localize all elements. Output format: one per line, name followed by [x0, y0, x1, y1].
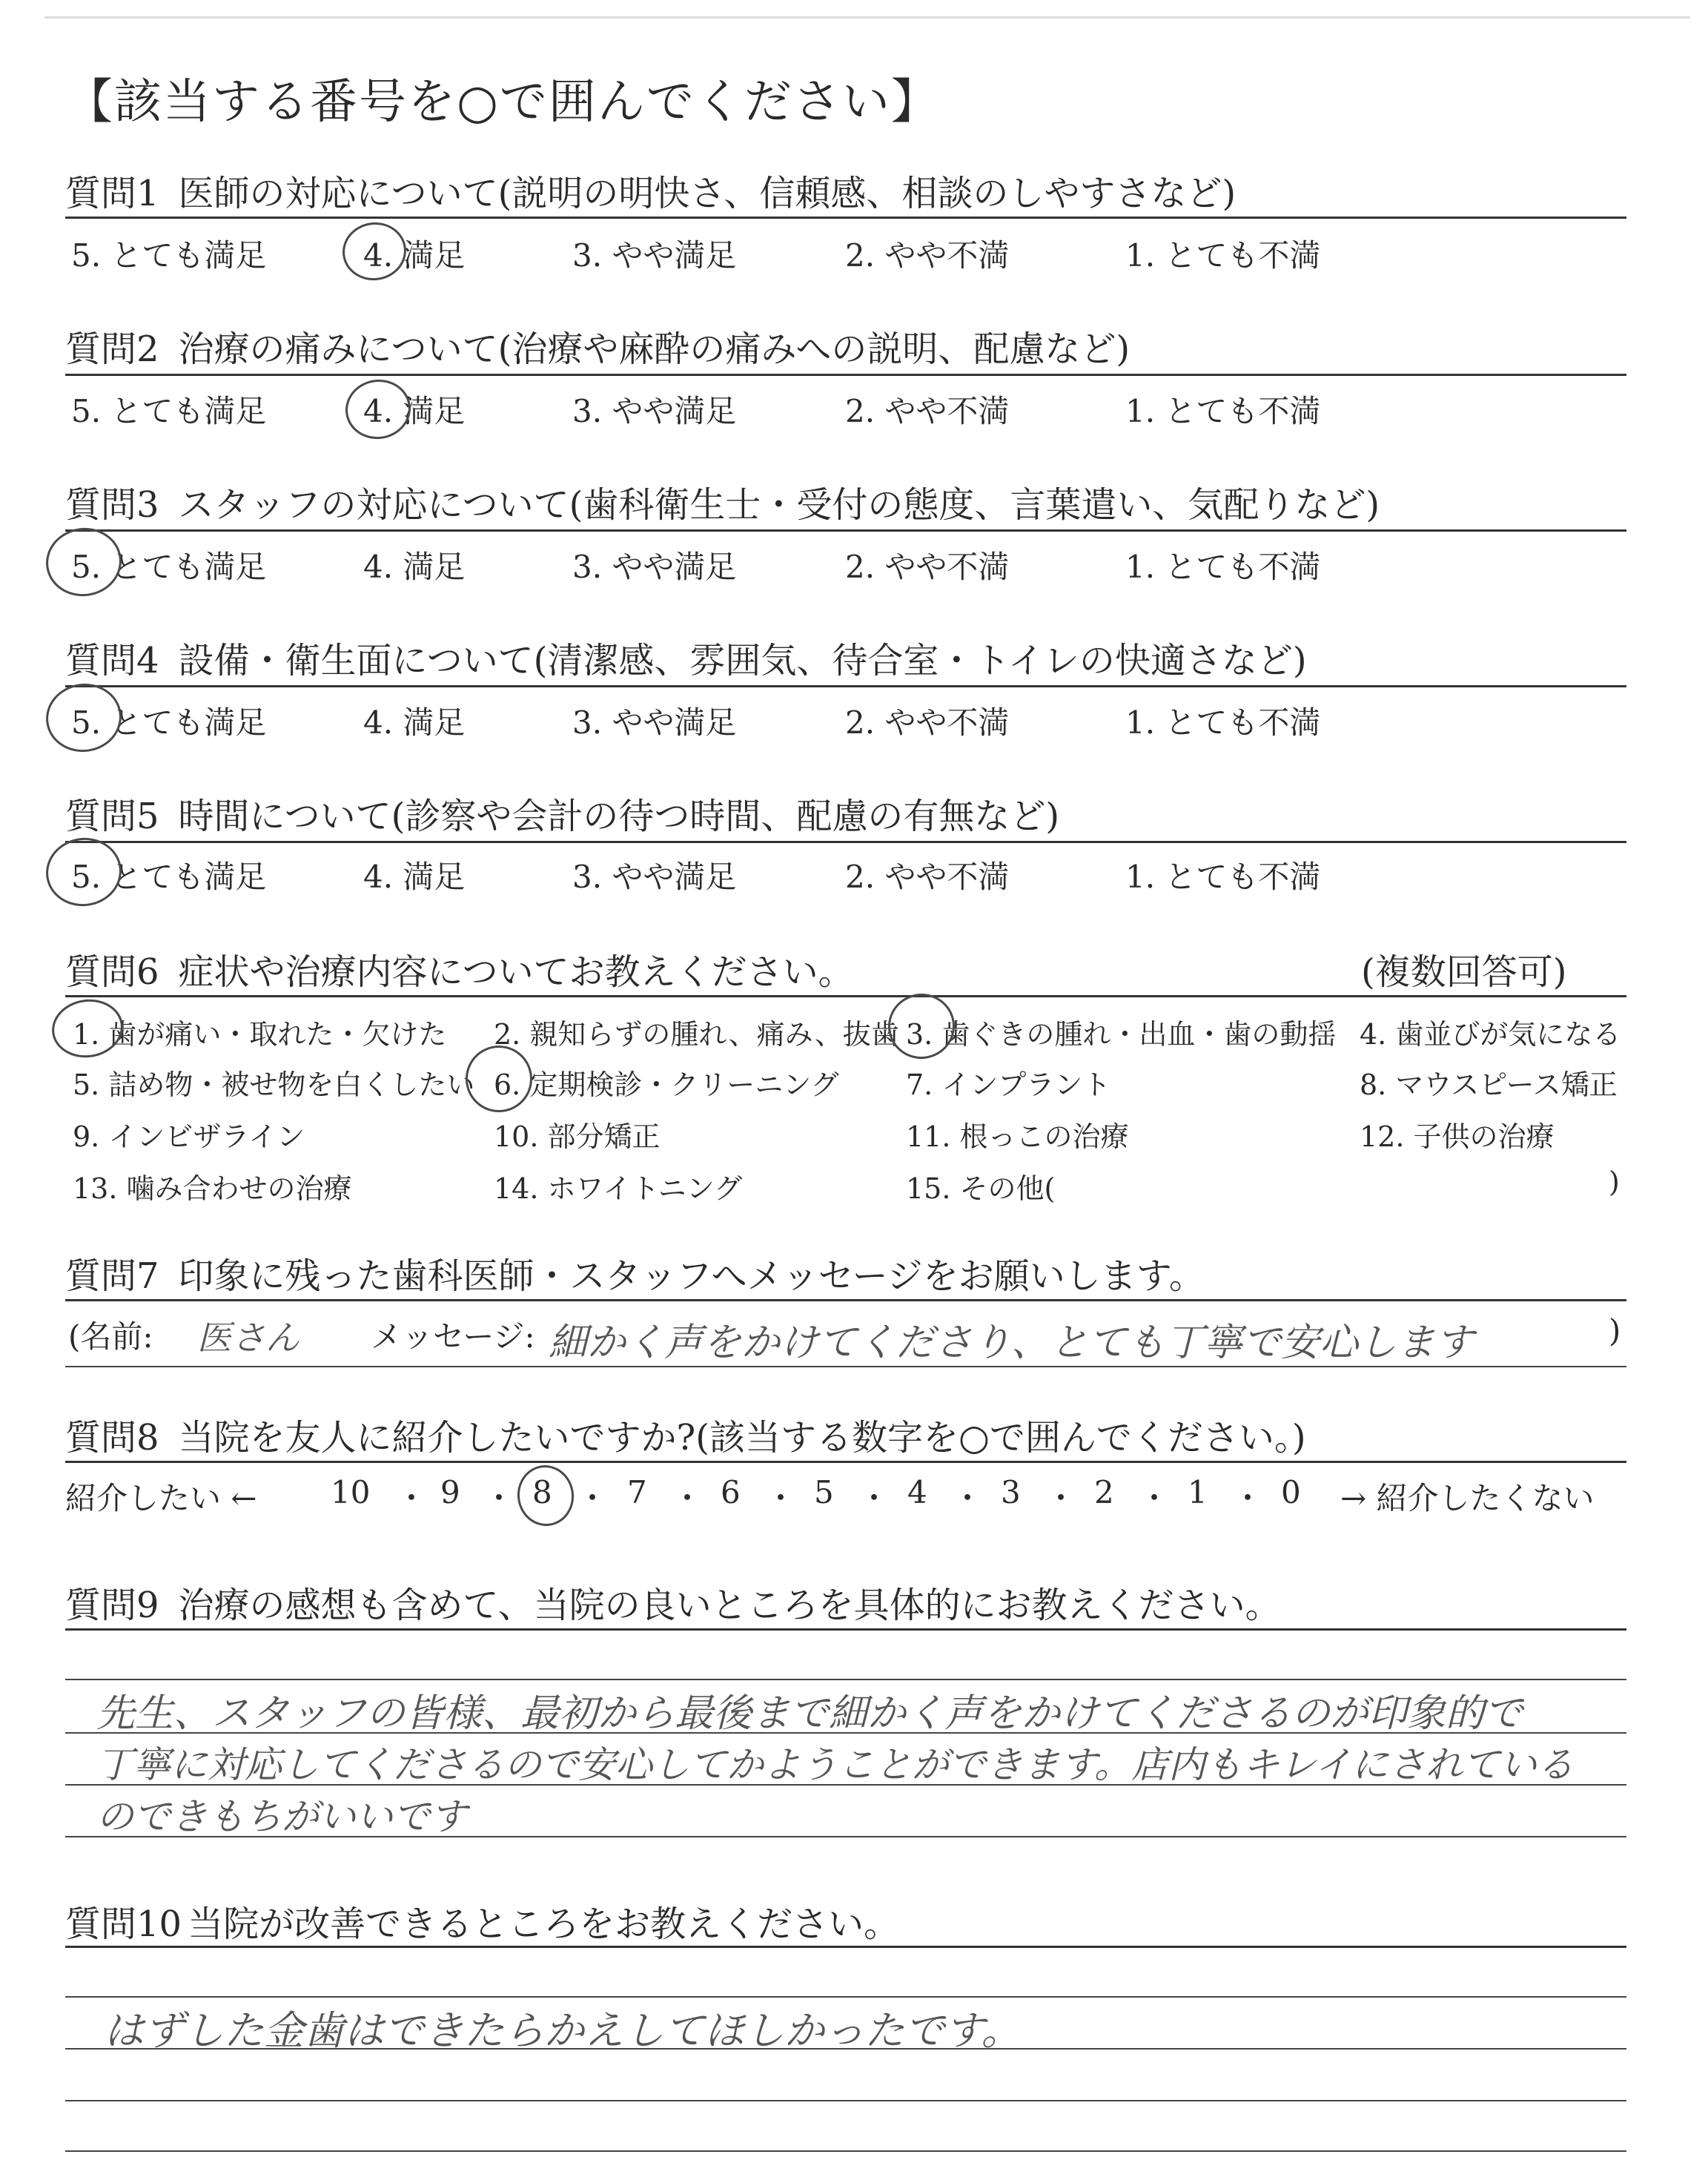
q7-name-value[interactable]: 医さん: [197, 1318, 299, 1358]
q1-option-2[interactable]: 2. やや不満: [845, 237, 1010, 274]
q1-option-4[interactable]: 4. 満足: [363, 237, 466, 274]
q4-option-3[interactable]: 3. やや満足: [572, 704, 737, 741]
q8-selection-circle: [514, 1462, 578, 1530]
q6-option-5[interactable]: 5. 詰め物・被せ物を白くしたい: [73, 1069, 475, 1101]
q7-message-label: メッセージ:: [371, 1318, 535, 1355]
q8-left-label: 紹介したい ←: [65, 1480, 257, 1516]
q10-answer-line: [65, 2150, 1626, 2152]
form-heading: 【該当する番号を○で囲んでください】: [65, 75, 940, 130]
q8-scale-8[interactable]: 8: [532, 1474, 552, 1510]
question-6-title: [65, 943, 854, 994]
q8-dot: ・: [396, 1480, 428, 1516]
question-8-number: 質問8: [65, 1417, 159, 1459]
q5-option-5[interactable]: 5. とても満足: [71, 859, 267, 895]
q8-scale-4[interactable]: 4: [907, 1474, 927, 1510]
q3-option-1[interactable]: 1. とても不満: [1125, 549, 1321, 585]
question-4-number: 質問4: [65, 640, 159, 681]
q4-option-1[interactable]: 1. とても不満: [1125, 704, 1321, 741]
question-7-number: 質問7: [65, 1255, 159, 1297]
q2-option-1[interactable]: 1. とても不満: [1125, 393, 1321, 429]
q6-option-7[interactable]: 7. インプラント: [906, 1069, 1111, 1101]
q8-dot: ・: [672, 1480, 704, 1516]
q6-option-15[interactable]: 15. その他(: [906, 1172, 1056, 1205]
question-4-title: [65, 632, 1307, 683]
page-top-edge: [44, 16, 1690, 19]
q5-option-2[interactable]: 2. やや不満: [845, 859, 1010, 895]
q8-scale-3[interactable]: 3: [1001, 1474, 1021, 1510]
q8-scale-7[interactable]: 7: [627, 1474, 647, 1510]
question-1-rule: [65, 217, 1626, 219]
q9-answer-line-3[interactable]: のできもちがいいです: [96, 1795, 467, 1838]
question-8-text: 当院を友人に紹介したいですか?(該当する数字を○で囲んでください。): [178, 1417, 1306, 1459]
question-8-title: [65, 1409, 1306, 1460]
q6-option-10[interactable]: 10. 部分矯正: [494, 1120, 661, 1153]
question-3-number: 質問3: [65, 484, 159, 526]
q8-dot: ・: [1045, 1480, 1077, 1516]
question-3-title: [65, 476, 1380, 527]
question-2-title: [65, 320, 1130, 371]
q1-option-5[interactable]: 5. とても満足: [71, 237, 267, 274]
q4-selection-circle: [42, 678, 126, 756]
q6-option-13[interactable]: 13. 噛み合わせの治療: [73, 1172, 352, 1205]
q2-option-3[interactable]: 3. やや満足: [572, 393, 737, 429]
q3-option-2[interactable]: 2. やや不満: [845, 549, 1010, 585]
question-10-title: [65, 1895, 899, 1946]
q4-option-2[interactable]: 2. やや不満: [845, 704, 1010, 741]
question-5-title: [65, 787, 1059, 839]
question-9-number: 質問9: [65, 1585, 159, 1626]
q8-scale-10[interactable]: 10: [331, 1474, 371, 1510]
q6-option-14[interactable]: 14. ホワイトニング: [494, 1172, 743, 1205]
q7-close-paren: ): [1609, 1312, 1621, 1349]
q5-option-4[interactable]: 4. 満足: [363, 859, 466, 895]
question-1-title: [65, 165, 1236, 216]
q10-answer-line-1[interactable]: はずした金歯はできたらかえしてほしかったです。: [104, 2007, 1022, 2054]
q8-scale-1[interactable]: 1: [1188, 1474, 1208, 1510]
question-5-number: 質問5: [65, 796, 159, 837]
q5-option-1[interactable]: 1. とても不満: [1125, 859, 1321, 895]
question-1-number: 質問1: [65, 173, 159, 214]
q8-dot: ・: [1232, 1480, 1264, 1516]
q6-option-9[interactable]: 9. インビザライン: [73, 1120, 305, 1153]
q1-option-3[interactable]: 3. やや満足: [572, 237, 737, 274]
q8-dot: ・: [952, 1480, 984, 1516]
question-6-text: 症状や治療内容についてお教えください。: [178, 951, 854, 993]
q8-dot: ・: [1139, 1480, 1171, 1516]
question-1-text: 医師の対応について(説明の明快さ、信頼感、相談のしやすさなど): [178, 173, 1237, 214]
q6-option-11[interactable]: 11. 根っこの治療: [906, 1120, 1129, 1153]
q8-scale-9[interactable]: 9: [440, 1474, 460, 1510]
question-7-rule: [65, 1299, 1626, 1301]
q8-dot: ・: [765, 1480, 797, 1516]
question-6-number: 質問6: [65, 951, 159, 993]
question-9-text: 治療の感想も含めて、当院の良いところを具体的にお教えください。: [178, 1585, 1281, 1626]
question-4-rule: [65, 685, 1626, 687]
q8-dot: ・: [858, 1480, 890, 1516]
q8-scale-6[interactable]: 6: [721, 1474, 741, 1510]
question-3-rule: [65, 529, 1626, 532]
q8-scale-5[interactable]: 5: [814, 1474, 834, 1510]
question-10-text: 当院が改善できるところをお教えください。: [188, 1903, 900, 1945]
question-3-text: スタッフの対応について(歯科衛生士・受付の態度、言葉遣い、気配りなど): [178, 484, 1380, 526]
question-7-bottom-rule: [65, 1366, 1626, 1367]
q2-option-2[interactable]: 2. やや不満: [845, 393, 1010, 429]
q8-right-label: → 紹介したくない: [1340, 1480, 1595, 1516]
q6-option-8[interactable]: 8. マウスピース矯正: [1360, 1069, 1618, 1101]
q8-dot: ・: [483, 1480, 515, 1516]
question-6-rule: [65, 995, 1626, 997]
q4-option-5[interactable]: 5. とても満足: [71, 704, 267, 741]
question-5-rule: [65, 841, 1626, 843]
q2-option-5[interactable]: 5. とても満足: [71, 393, 267, 429]
q9-answer-line: [65, 1679, 1626, 1680]
q4-option-4[interactable]: 4. 満足: [363, 704, 466, 741]
q6-option-15-close: ): [1609, 1166, 1620, 1198]
q6-option-2[interactable]: 2. 親知らずの腫れ、痛み、抜歯: [494, 1018, 899, 1051]
q6-option-1[interactable]: 1. 歯が痛い・取れた・欠けた: [73, 1018, 447, 1051]
question-4-text: 設備・衛生面について(清潔感、雰囲気、待合室・トイレの快適さなど): [178, 640, 1307, 681]
q3-option-4[interactable]: 4. 満足: [363, 549, 466, 585]
q9-answer-line-1[interactable]: 先生、スタッフの皆様、最初から最後まで細かく声をかけてくださるのが印象的で: [96, 1691, 1523, 1736]
q2-selection-circle: [342, 375, 414, 443]
q1-option-1[interactable]: 1. とても不満: [1125, 237, 1321, 274]
question-2-rule: [65, 374, 1626, 376]
q10-answer-line: [65, 2100, 1626, 2101]
question-7-title: [65, 1247, 1205, 1298]
q3-selection-circle: [42, 523, 126, 601]
q2-option-4[interactable]: 4. 満足: [363, 393, 466, 429]
q6-selection-circle-6: [461, 1041, 537, 1117]
question-6-note: (複数回答可): [1361, 951, 1567, 993]
q3-option-3[interactable]: 3. やや満足: [572, 549, 737, 585]
question-10-number: 質問10: [65, 1903, 182, 1945]
question-9-rule: [65, 1628, 1626, 1631]
q6-option-3[interactable]: 3. 歯ぐきの腫れ・出血・歯の動揺: [906, 1018, 1337, 1051]
question-7-text: 印象に残った歯科医師・スタッフへメッセージをお願いします。: [178, 1255, 1205, 1297]
question-5-text: 時間について(診察や会計の待つ時間、配慮の有無など): [178, 796, 1060, 837]
q8-dot: ・: [577, 1480, 609, 1516]
q5-option-3[interactable]: 3. やや満足: [572, 859, 737, 895]
q7-message-value[interactable]: 細かく声をかけてくださり、とても丁寧で安心します: [549, 1321, 1474, 1365]
question-2-number: 質問2: [65, 328, 159, 370]
q7-name-label: (名前:: [68, 1318, 153, 1355]
q10-answer-line: [65, 1996, 1626, 1998]
question-9-title: [65, 1576, 1281, 1628]
question-10-rule: [65, 1946, 1626, 1948]
question-8-rule: [65, 1461, 1626, 1463]
q9-answer-line-2[interactable]: 丁寧に対応してくださるので安心してかようことができます。店内もキレイにされている: [96, 1743, 1574, 1786]
q8-scale-0[interactable]: 0: [1281, 1474, 1301, 1510]
q8-scale-2[interactable]: 2: [1094, 1474, 1114, 1510]
question-2-text: 治療の痛みについて(治療や麻酔の痛みへの説明、配慮など): [178, 328, 1131, 370]
q6-option-12[interactable]: 12. 子供の治療: [1360, 1120, 1555, 1153]
q5-selection-circle: [42, 833, 126, 911]
q6-option-6[interactable]: 6. 定期検診・クリーニング: [494, 1069, 839, 1101]
q3-option-5[interactable]: 5. とても満足: [71, 549, 267, 585]
q6-option-4[interactable]: 4. 歯並びが気になる: [1360, 1018, 1621, 1051]
